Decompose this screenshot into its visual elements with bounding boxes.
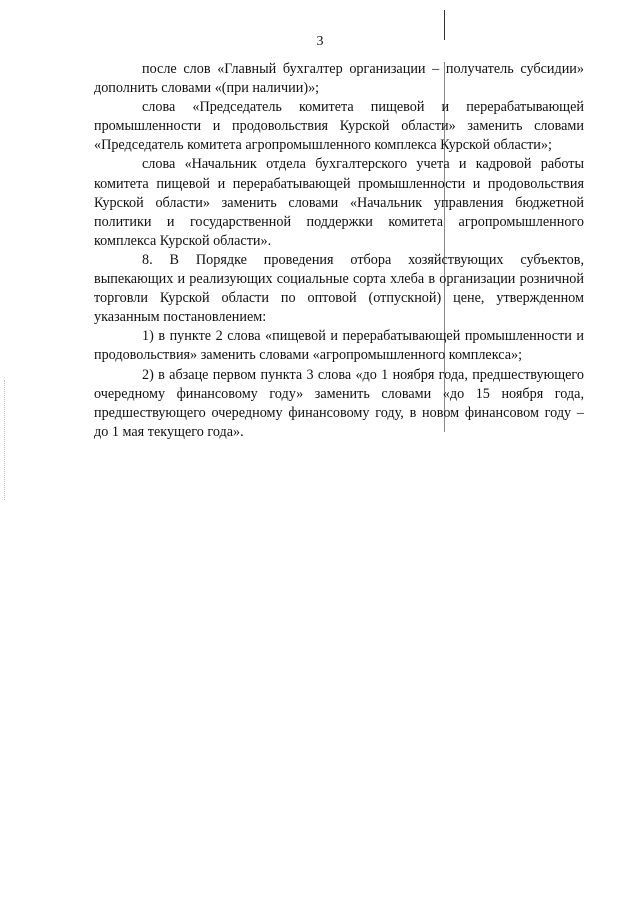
scan-artifact-left-edge: [4, 380, 6, 500]
paragraph-department-head: слова «Начальник отдела бухгалтерского учета и кадровой работы комитета пищевой и перерабатывающей промышленности и продовольствия Курской области» заменить словами «Начальник управления бюджетной политики и государственной поддержки комитета агропромышленного комплекса Курской области».: [94, 156, 584, 249]
paragraph-subitem-2: 2) в абзаце первом пункта 3 слова «до 1 ноября года, предшествующего очередному финансовому году» заменить словами «до 15 ноября года, предшествующего очередному финансовому году, в новом финансовом году – до 1 мая текущего года».: [94, 366, 584, 440]
paragraph-item-8: 8. В Порядке проведения отбора хозяйствующих субъектов, выпекающих и реализующих социальные сорта хлеба в организации розничной торговли Курской области по оптовой (отпускной) цене, утвержденном указанным постановлением:: [94, 251, 584, 326]
document-body: [94, 60, 584, 442]
paragraph-subitem-1: 1) в пункте 2 слова «пищевой и перерабатывающей промышленности и продовольствия» заменить словами «агропромышленного комплекса»;: [94, 328, 584, 364]
page-number: 3: [316, 34, 324, 49]
paragraph-committee-chairman: слова «Председатель комитета пищевой и перерабатывающей промышленности и продовольствия Курской области» заменить словами «Председатель комитета агропромышленного комплекса Курской области»;: [94, 99, 584, 154]
paragraph-accountant-subsidy: после слов «Главный бухгалтер организации – получатель субсидии» дополнить словами «(при наличии)»;: [94, 61, 584, 97]
